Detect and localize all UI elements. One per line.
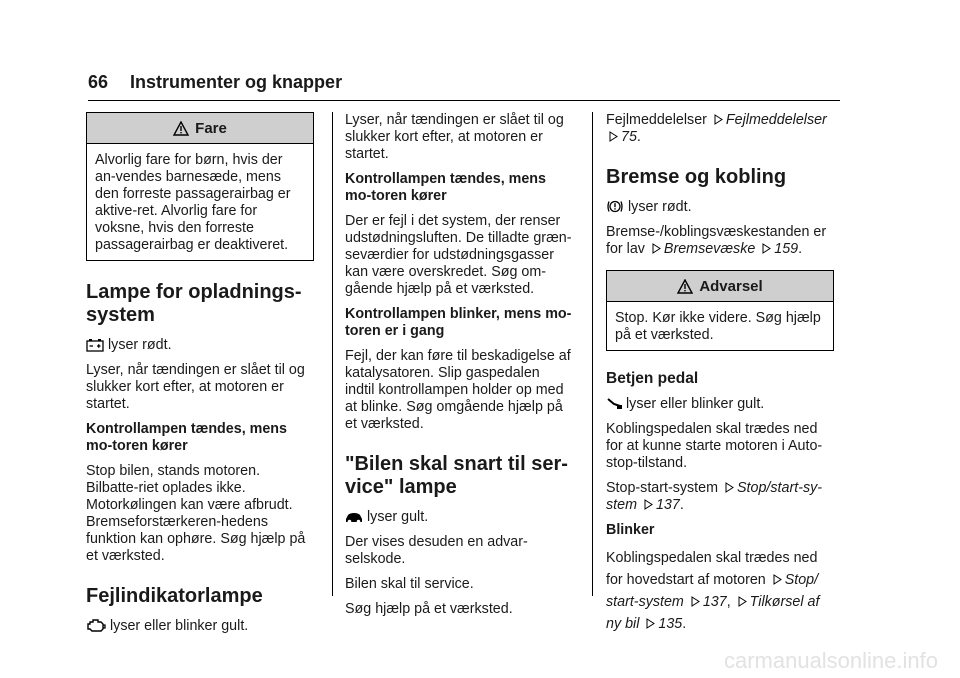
blinker-page-1[interactable]: 137 — [702, 594, 727, 610]
reference-arrow-icon — [725, 482, 734, 493]
error-messages-page[interactable]: 75 — [621, 129, 637, 145]
pedal-lamp-line: lyser eller blinker gult. — [606, 396, 834, 413]
col2-paragraph-6: Søg hjælp på et værksted. — [345, 601, 513, 617]
stop-start-ref[interactable]: Stop/start-sy- — [737, 480, 823, 496]
blinker-ref-2b[interactable]: ny bil — [606, 616, 640, 632]
pedal-paragraph: Koblingspedalen skal trædes ned for at kunne starte motoren i Auto-stop-tilstand. — [606, 421, 823, 471]
service-lamp-line: lyser gult. — [345, 509, 573, 526]
reference-arrow-icon — [714, 114, 723, 125]
header-rule — [88, 100, 840, 101]
col2-paragraph-4: Der vises desuden en advar-selskode. — [345, 534, 528, 567]
stop-start-page[interactable]: 137 — [655, 497, 680, 513]
danger-box-text: Alvorlig fare for børn, hvis der an-vendes barnesæde, mens den forreste passagerairbag er aktive-ret. Alvorlig fare for voksne, hvis den forreste passagerairbag er deaktiveret. — [95, 152, 291, 253]
engine-icon — [86, 618, 106, 633]
warning-triangle-icon — [677, 279, 693, 294]
col2-paragraph-3: Fejl, der kan føre til beskadigelse af katalysatoren. Slip gaspedalen indtil kontrollampen holder op med at blinke. Søg omgående hjælp på et værksted. — [345, 348, 571, 432]
col2-subheading-1: Kontrollampen tændes, mens mo-toren kører — [345, 171, 546, 204]
col2-paragraph-2: Der er fejl i det system, der renser udstødningsluften. De tilladte græn-seværdier for udstødningsgasser kan være overskredet. Søg om-gående hjælp på et værksted. — [345, 213, 572, 297]
reference-arrow-icon — [762, 243, 771, 254]
warning-box — [606, 270, 834, 351]
watermark: carmanualsonline.info — [723, 648, 938, 673]
reference-arrow-icon — [644, 499, 653, 510]
brake-paragraph: Bremse-/koblingsvæskestanden er for lav Bremsevæske 159. — [606, 224, 827, 257]
service-heading: "Bilen skal snart til ser-vice" lampe — [345, 453, 568, 498]
warning-box-text: Stop. Kør ikke videre. Søg hjælp på et værksted. — [615, 310, 821, 343]
brake-warning-icon — [606, 199, 624, 214]
charging-paragraph-1: Lyser, når tændingen er slået til og slukker kort efter, at motoren er startet. — [86, 362, 305, 412]
col2-paragraph-1: Lyser, når tændingen er slået til og slukker kort efter, at motoren er startet. — [345, 112, 564, 162]
brake-fluid-page[interactable]: 159 — [774, 241, 799, 257]
pedal-heading: Betjen pedal — [606, 370, 699, 387]
blinker-paragraph: Koblingspedalen skal trædes ned for hovedstart af motoren Stop/ start-system 137, Tilkørsel af ny bil 135. — [606, 550, 820, 632]
brake-heading: Bremse og kobling — [606, 166, 787, 188]
page-number: 66 — [88, 72, 109, 92]
reference-arrow-icon — [738, 596, 747, 607]
column-1 — [86, 112, 314, 643]
charging-heading: Lampe for opladnings-system — [86, 281, 302, 326]
danger-box-header — [87, 113, 313, 144]
brake-lamp-line: lyser rødt. — [606, 199, 834, 216]
reference-arrow-icon — [691, 596, 700, 607]
danger-box-title: Fare — [195, 119, 227, 137]
warning-box-header — [607, 271, 833, 302]
brake-fluid-ref[interactable]: Bremsevæske — [663, 241, 756, 257]
battery-icon — [86, 338, 104, 352]
reference-arrow-icon — [773, 574, 782, 585]
page-title: Instrumenter og knapper — [130, 72, 343, 92]
blinker-subheading: Blinker — [606, 522, 655, 538]
reference-arrow-icon — [646, 618, 655, 629]
error-messages-line: Fejlmeddelelser Fejlmeddelelser 75. — [606, 112, 827, 145]
blinker-ref-1[interactable]: Stop/ — [784, 572, 819, 588]
stop-start-ref-2[interactable]: stem — [606, 497, 637, 513]
car-wrench-icon — [345, 511, 363, 524]
error-messages-ref[interactable]: Fejlmeddelelser — [725, 112, 827, 128]
reference-arrow-icon — [609, 131, 618, 142]
charging-subheading: Kontrollampen tændes, mens mo-toren kører — [86, 421, 287, 454]
reference-arrow-icon — [652, 243, 661, 254]
stop-start-line: Stop-start-system Stop/start-sy- stem 137. — [606, 480, 823, 513]
clutch-pedal-icon — [606, 397, 622, 411]
malfunction-heading: Fejlindikatorlampe — [86, 585, 263, 607]
page-header — [88, 72, 342, 93]
charging-paragraph-2: Stop bilen, stands motoren. Bilbatte-riet oplades ikke. Motorkølingen kan være afbrudt. Bremseforstærkeren-hedens funktion kan ophøre. Søg hjælp på et værksted. — [86, 463, 306, 564]
column-2 — [345, 112, 573, 626]
blinker-ref-1b[interactable]: start-system — [606, 594, 684, 610]
warning-box-title: Advarsel — [699, 277, 763, 295]
warning-triangle-icon — [173, 121, 189, 136]
blinker-page-2[interactable]: 135 — [658, 616, 683, 632]
column-divider-1 — [332, 112, 333, 596]
blinker-ref-2[interactable]: Tilkørsel af — [749, 594, 820, 610]
malfunction-lamp-line: lyser eller blinker gult. — [86, 618, 314, 635]
col2-paragraph-5: Bilen skal til service. — [345, 576, 474, 592]
column-divider-2 — [592, 112, 593, 596]
charging-lamp-line: lyser rødt. — [86, 337, 314, 354]
column-3 — [606, 112, 834, 643]
col2-subheading-2: Kontrollampen blinker, mens mo-toren er i gang — [345, 306, 572, 339]
danger-box — [86, 112, 314, 261]
